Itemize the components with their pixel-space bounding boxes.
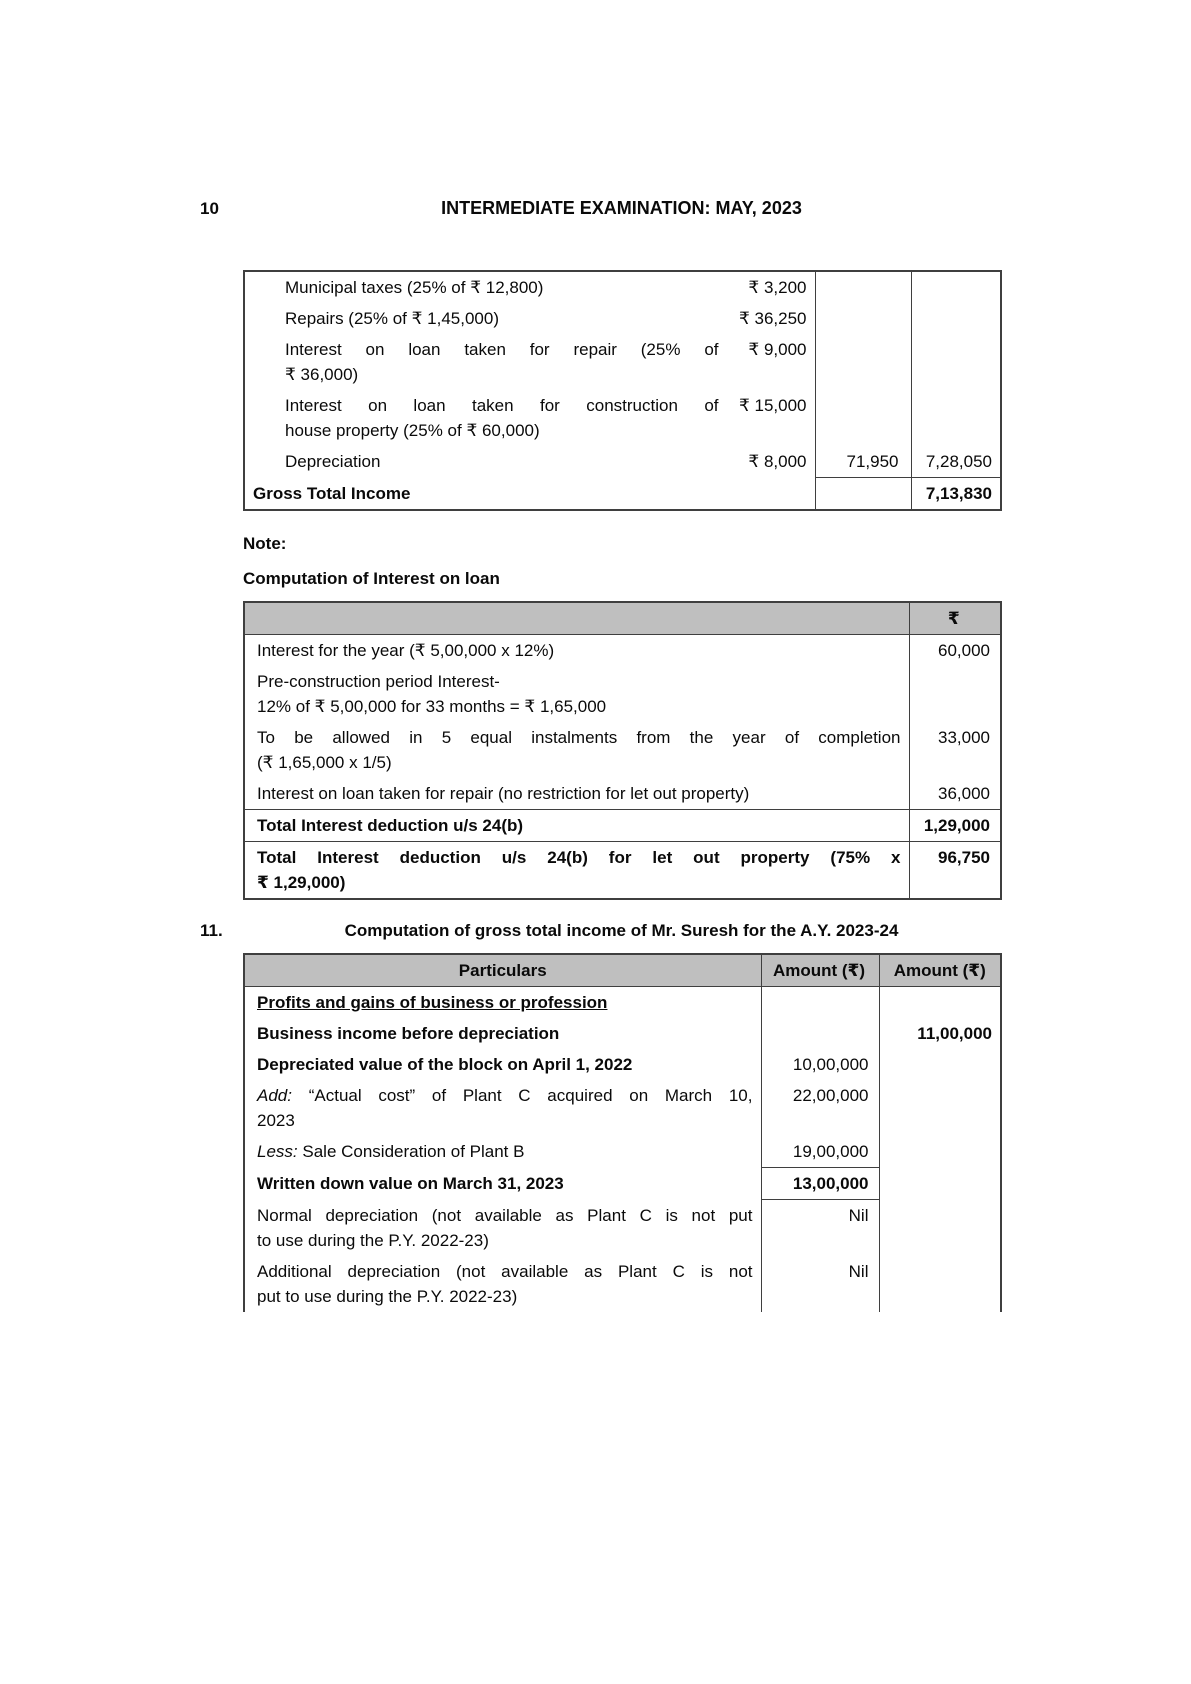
table-row xyxy=(244,722,1001,778)
table-header-row xyxy=(244,954,1001,987)
table-row xyxy=(244,1136,1001,1168)
particulars-cell: Business income before depreciation xyxy=(257,1024,560,1043)
amount2-cell xyxy=(879,1168,1001,1200)
total-cell xyxy=(911,271,1001,303)
row-inline-amount: ₹ 3,200 xyxy=(748,278,807,297)
amount-cell: 36,000 xyxy=(909,778,1001,810)
question-number: 11. xyxy=(200,921,223,940)
note-label: Note: xyxy=(243,534,287,553)
particulars-cell: Pre-construction period Interest- 12% of ₹ 5,00,000 for 33 months = ₹ 1,65,000 xyxy=(257,672,607,716)
total-cell xyxy=(911,334,1001,390)
question-heading xyxy=(200,918,1000,943)
amount1-cell: 19,00,000 xyxy=(761,1136,879,1168)
particulars-header-cell: Particulars xyxy=(244,954,761,987)
note-subheading: Computation of Interest on loan xyxy=(243,569,500,588)
table-row xyxy=(244,271,1001,303)
table-row xyxy=(244,1080,1001,1136)
particulars-cell xyxy=(244,446,815,478)
particulars-cell: Additional depreciation (not available as Plant C is not put to use during the P.Y. 2022-23) xyxy=(257,1261,753,1306)
particulars-cell: Interest for the year (₹ 5,00,000 x 12%) xyxy=(257,641,555,660)
particulars-cell: Depreciated value of the block on April 1, 2022 xyxy=(257,1055,633,1074)
table-header-row xyxy=(244,602,1001,635)
total-label-cell: Gross Total Income xyxy=(253,483,411,503)
row-label: Repairs (25% of ₹ 1,45,000) xyxy=(285,309,499,328)
amount2-cell xyxy=(879,1080,1001,1136)
amount2-cell xyxy=(879,1200,1001,1256)
header-title: INTERMEDIATE EXAMINATION: MAY, 2023 xyxy=(441,198,802,218)
total-cell: 7,13,830 xyxy=(911,478,1001,511)
business-income-table xyxy=(243,953,1002,1312)
amount-cell: 60,000 xyxy=(909,635,1001,667)
subtotal-row xyxy=(244,1168,1001,1200)
amount-cell: 96,750 xyxy=(909,842,1001,900)
amount2-cell xyxy=(879,1256,1001,1312)
row-prefix: Less: xyxy=(257,1142,298,1161)
gross-income-table xyxy=(243,270,1002,511)
particulars-cell: Add: “Actual cost” of Plant C acquired on March 10, 2023 xyxy=(257,1086,753,1130)
row-label: Interest on loan taken for repair (25% of ₹ 36,000) xyxy=(285,340,719,384)
table-row xyxy=(244,1018,1001,1049)
particulars-cell: Normal depreciation (not available as Plant C is not put to use during the P.Y. 2022-23) xyxy=(257,1205,753,1250)
particulars-cell: Profits and gains of business or profession xyxy=(257,993,608,1012)
interest-computation-table xyxy=(243,601,1002,900)
table-row xyxy=(244,1049,1001,1080)
blank-header-cell xyxy=(244,602,909,635)
total-row xyxy=(244,842,1001,900)
amount1-cell: 13,00,000 xyxy=(761,1168,879,1200)
subtotal-cell xyxy=(815,334,911,390)
particulars-cell: Interest on loan taken for repair (no restriction for let out property) xyxy=(257,784,750,803)
gross-total-row xyxy=(244,478,1001,511)
amount1-cell: 10,00,000 xyxy=(761,1049,879,1080)
amount1-cell xyxy=(761,1018,879,1049)
table-row xyxy=(244,303,1001,334)
table-row xyxy=(244,778,1001,810)
table-row xyxy=(244,390,1001,446)
amount2-cell xyxy=(879,1136,1001,1168)
amount2-header-cell: Amount (₹) xyxy=(879,954,1001,987)
question-title: Computation of gross total income of Mr. Suresh for the A.Y. 2023-24 xyxy=(344,921,899,940)
total-cell: 7,28,050 xyxy=(911,446,1001,478)
particulars-cell: Written down value on March 31, 2023 xyxy=(257,1173,564,1193)
row-inline-amount: ₹ 9,000 xyxy=(748,340,807,359)
amount-cell: 33,000 xyxy=(909,722,1001,778)
page-header xyxy=(0,196,1191,221)
amount1-cell: Nil xyxy=(761,1200,879,1256)
total-cell xyxy=(911,390,1001,446)
amount2-cell xyxy=(879,1049,1001,1080)
table-row xyxy=(244,987,1001,1019)
subtotal-cell xyxy=(815,271,911,303)
table-row xyxy=(244,666,1001,722)
amount-cell: 1,29,000 xyxy=(909,810,1001,842)
page-number: 10 xyxy=(200,199,219,218)
particulars-cell xyxy=(244,271,815,303)
table-row xyxy=(244,635,1001,667)
row-inline-amount: ₹ 36,250 xyxy=(738,309,807,328)
row-prefix: Add: xyxy=(257,1086,292,1105)
subtotal-cell xyxy=(815,390,911,446)
amount1-cell: 22,00,000 xyxy=(761,1080,879,1136)
particulars-cell: Total Interest deduction u/s 24(b) for let out property (75% x ₹ 1,29,000) xyxy=(244,842,909,900)
amount-cell xyxy=(909,666,1001,722)
amount1-cell: Nil xyxy=(761,1256,879,1312)
amount2-cell: 11,00,000 xyxy=(879,1018,1001,1049)
table-row xyxy=(244,334,1001,390)
particulars-cell: Total Interest deduction u/s 24(b) xyxy=(244,810,909,842)
table-row xyxy=(244,1200,1001,1256)
particulars-cell xyxy=(244,334,815,390)
subtotal-cell: 71,950 xyxy=(815,446,911,478)
subtotal-cell xyxy=(815,478,911,511)
amount1-cell xyxy=(761,987,879,1019)
row-label: Depreciation xyxy=(285,452,381,471)
table-row xyxy=(244,446,1001,478)
row-inline-amount: ₹ 15,000 xyxy=(738,396,807,415)
particulars-cell: Less: Sale Consideration of Plant B xyxy=(257,1142,525,1161)
total-row xyxy=(244,810,1001,842)
amount2-cell xyxy=(879,987,1001,1019)
particulars-cell xyxy=(244,390,815,446)
row-label: Municipal taxes (25% of ₹ 12,800) xyxy=(285,278,544,297)
particulars-cell: To be allowed in 5 equal instalments from the year of completion (₹ 1,65,000 x 1/5) xyxy=(257,728,901,772)
amount1-header-cell: Amount (₹) xyxy=(761,954,879,987)
subtotal-cell xyxy=(815,303,911,334)
total-cell xyxy=(911,303,1001,334)
particulars-cell xyxy=(244,303,815,334)
currency-header-cell: ₹ xyxy=(909,602,1001,635)
table-row xyxy=(244,1256,1001,1312)
row-inline-amount: ₹ 8,000 xyxy=(748,452,807,471)
row-label: Interest on loan taken for construction of house property (25% of ₹ 60,000) xyxy=(285,396,719,440)
